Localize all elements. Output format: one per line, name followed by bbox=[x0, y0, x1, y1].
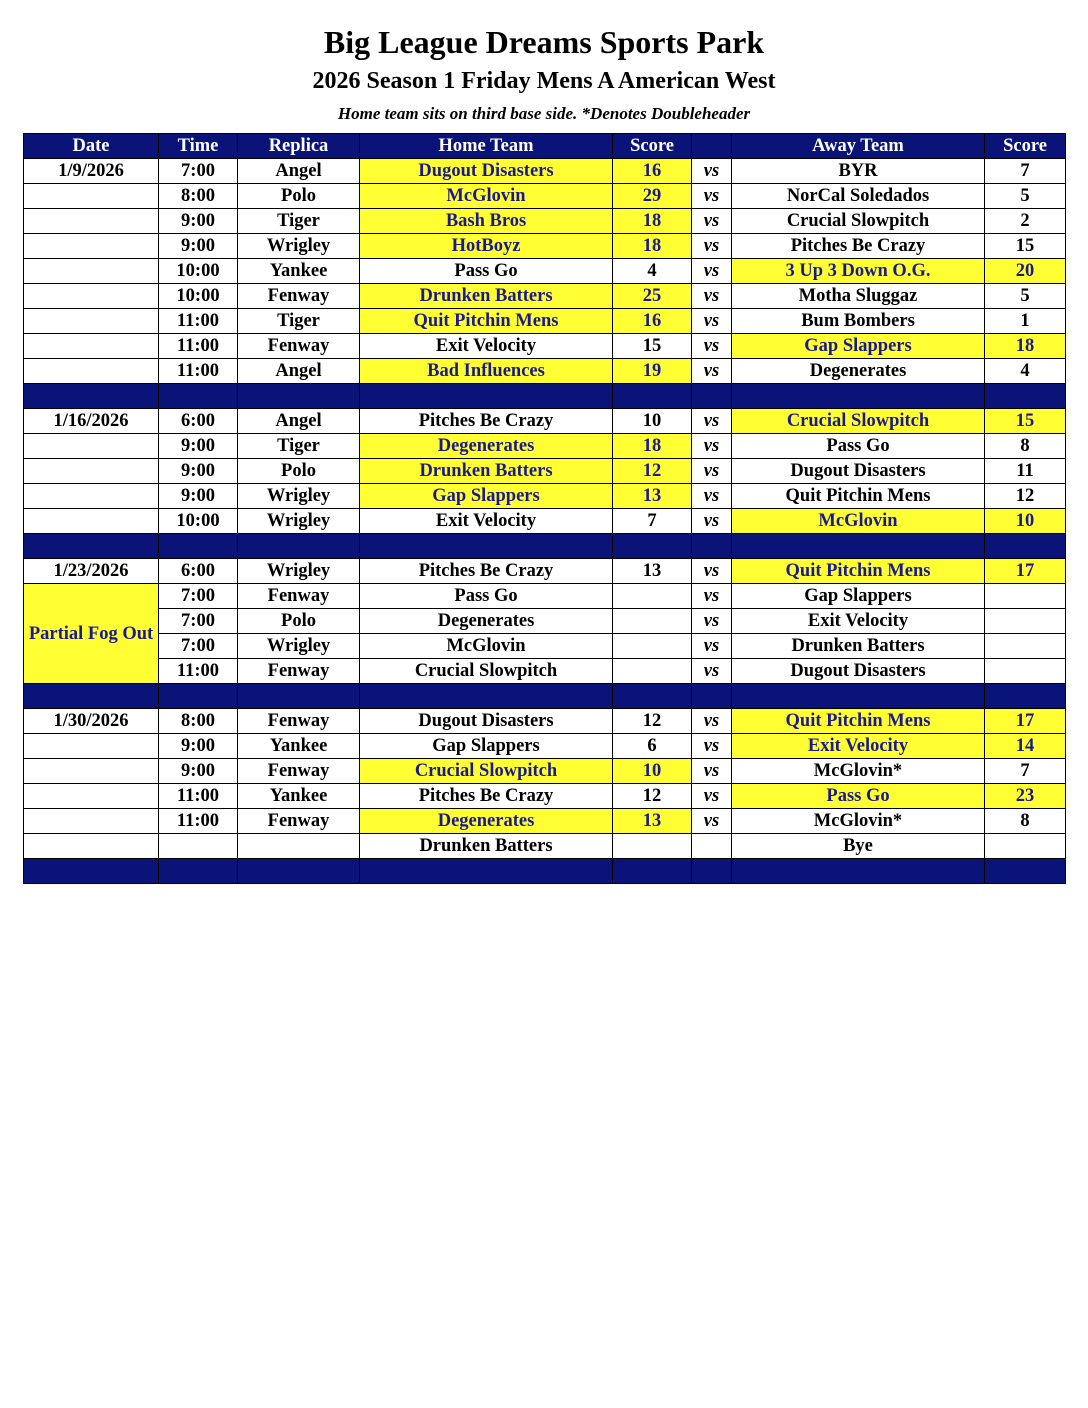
separator-cell bbox=[159, 384, 238, 409]
game-replica: Yankee bbox=[238, 784, 360, 809]
game-row bbox=[24, 484, 1066, 509]
game-replica: Fenway bbox=[238, 709, 360, 734]
vs-label: vs bbox=[692, 259, 732, 284]
separator-cell bbox=[360, 534, 613, 559]
game-time: 9:00 bbox=[159, 234, 238, 259]
game-row bbox=[24, 209, 1066, 234]
game-date-empty bbox=[24, 509, 159, 534]
away-score: 15 bbox=[985, 234, 1066, 259]
separator-cell bbox=[360, 384, 613, 409]
away-team: Degenerates bbox=[732, 359, 985, 384]
game-row bbox=[24, 609, 1066, 634]
col-header-replica: Replica bbox=[238, 134, 360, 159]
home-score: 12 bbox=[613, 709, 692, 734]
game-time: 7:00 bbox=[159, 634, 238, 659]
home-score bbox=[613, 834, 692, 859]
home-team: Gap Slappers bbox=[360, 484, 613, 509]
home-score bbox=[613, 659, 692, 684]
away-team: Drunken Batters bbox=[732, 634, 985, 659]
separator-cell bbox=[24, 384, 159, 409]
game-time: 11:00 bbox=[159, 659, 238, 684]
vs-label: vs bbox=[692, 809, 732, 834]
separator-cell bbox=[238, 684, 360, 709]
col-header-home-score: Score bbox=[613, 134, 692, 159]
game-date-empty bbox=[24, 334, 159, 359]
vs-label: vs bbox=[692, 284, 732, 309]
separator-cell bbox=[692, 534, 732, 559]
col-header-time: Time bbox=[159, 134, 238, 159]
away-score bbox=[985, 609, 1066, 634]
game-time: 6:00 bbox=[159, 559, 238, 584]
away-team: Pass Go bbox=[732, 434, 985, 459]
game-time: 8:00 bbox=[159, 184, 238, 209]
game-time bbox=[159, 834, 238, 859]
col-header-vs bbox=[692, 134, 732, 159]
game-time: 7:00 bbox=[159, 584, 238, 609]
home-team: Degenerates bbox=[360, 809, 613, 834]
game-row bbox=[24, 184, 1066, 209]
vs-label: vs bbox=[692, 709, 732, 734]
away-score: 2 bbox=[985, 209, 1066, 234]
vs-label bbox=[692, 834, 732, 859]
game-time: 9:00 bbox=[159, 434, 238, 459]
home-score: 4 bbox=[613, 259, 692, 284]
game-row bbox=[24, 459, 1066, 484]
vs-label: vs bbox=[692, 209, 732, 234]
separator-cell bbox=[732, 534, 985, 559]
home-score: 18 bbox=[613, 434, 692, 459]
game-replica: Wrigley bbox=[238, 634, 360, 659]
page-subtitle: 2026 Season 1 Friday Mens A American West bbox=[312, 68, 776, 94]
home-team: Drunken Batters bbox=[360, 284, 613, 309]
away-team: Crucial Slowpitch bbox=[732, 209, 985, 234]
separator-cell bbox=[238, 534, 360, 559]
game-time: 11:00 bbox=[159, 359, 238, 384]
game-row bbox=[24, 784, 1066, 809]
home-team: Exit Velocity bbox=[360, 509, 613, 534]
home-team: Bad Influences bbox=[360, 359, 613, 384]
game-time: 10:00 bbox=[159, 259, 238, 284]
week-separator-row bbox=[24, 684, 1066, 709]
game-row bbox=[24, 359, 1066, 384]
separator-cell bbox=[732, 859, 985, 884]
vs-label: vs bbox=[692, 659, 732, 684]
separator-cell bbox=[159, 684, 238, 709]
separator-cell bbox=[24, 859, 159, 884]
home-team: Exit Velocity bbox=[360, 334, 613, 359]
home-score bbox=[613, 634, 692, 659]
away-team: Exit Velocity bbox=[732, 609, 985, 634]
game-time: 10:00 bbox=[159, 284, 238, 309]
separator-cell bbox=[159, 534, 238, 559]
game-time: 11:00 bbox=[159, 334, 238, 359]
away-team: Motha Sluggaz bbox=[732, 284, 985, 309]
game-date-empty bbox=[24, 759, 159, 784]
away-score: 23 bbox=[985, 784, 1066, 809]
separator-cell bbox=[24, 684, 159, 709]
game-time: 9:00 bbox=[159, 209, 238, 234]
game-date-empty bbox=[24, 209, 159, 234]
away-score: 17 bbox=[985, 559, 1066, 584]
vs-label: vs bbox=[692, 559, 732, 584]
away-team: McGlovin* bbox=[732, 759, 985, 784]
home-team: Crucial Slowpitch bbox=[360, 759, 613, 784]
home-team: Pass Go bbox=[360, 259, 613, 284]
vs-label: vs bbox=[692, 159, 732, 184]
home-team: Dugout Disasters bbox=[360, 709, 613, 734]
game-row bbox=[24, 809, 1066, 834]
separator-cell bbox=[985, 384, 1066, 409]
page-title: Big League Dreams Sports Park bbox=[323, 24, 765, 60]
separator-cell bbox=[613, 859, 692, 884]
game-row bbox=[24, 509, 1066, 534]
home-score: 16 bbox=[613, 309, 692, 334]
game-replica: Angel bbox=[238, 359, 360, 384]
game-row bbox=[24, 734, 1066, 759]
away-score: 8 bbox=[985, 434, 1066, 459]
vs-label: vs bbox=[692, 234, 732, 259]
game-time: 9:00 bbox=[159, 759, 238, 784]
separator-cell bbox=[985, 859, 1066, 884]
game-replica: Fenway bbox=[238, 284, 360, 309]
away-team: Crucial Slowpitch bbox=[732, 409, 985, 434]
game-date: 1/9/2026 bbox=[24, 159, 159, 184]
game-date-empty bbox=[24, 784, 159, 809]
home-score bbox=[613, 584, 692, 609]
game-replica bbox=[238, 834, 360, 859]
away-team: Dugout Disasters bbox=[732, 459, 985, 484]
game-replica: Fenway bbox=[238, 584, 360, 609]
away-team: NorCal Soledados bbox=[732, 184, 985, 209]
home-team: McGlovin bbox=[360, 634, 613, 659]
separator-cell bbox=[613, 384, 692, 409]
col-header-date: Date bbox=[24, 134, 159, 159]
game-date-empty bbox=[24, 184, 159, 209]
away-team: Pass Go bbox=[732, 784, 985, 809]
game-row bbox=[24, 759, 1066, 784]
game-date-empty bbox=[24, 484, 159, 509]
home-score: 6 bbox=[613, 734, 692, 759]
game-row bbox=[24, 259, 1066, 284]
separator-cell bbox=[613, 534, 692, 559]
game-row bbox=[24, 584, 1066, 609]
col-header-away-score: Score bbox=[985, 134, 1066, 159]
game-row bbox=[24, 409, 1066, 434]
game-replica: Wrigley bbox=[238, 509, 360, 534]
away-score: 1 bbox=[985, 309, 1066, 334]
home-score: 25 bbox=[613, 284, 692, 309]
separator-cell bbox=[732, 384, 985, 409]
game-row bbox=[24, 634, 1066, 659]
game-replica: Fenway bbox=[238, 809, 360, 834]
game-date-empty bbox=[24, 434, 159, 459]
vs-label: vs bbox=[692, 334, 732, 359]
game-replica: Polo bbox=[238, 609, 360, 634]
home-score: 16 bbox=[613, 159, 692, 184]
separator-cell bbox=[692, 684, 732, 709]
week-separator-row bbox=[24, 534, 1066, 559]
away-score: 12 bbox=[985, 484, 1066, 509]
home-team: Drunken Batters bbox=[360, 834, 613, 859]
away-score: 20 bbox=[985, 259, 1066, 284]
game-replica: Wrigley bbox=[238, 484, 360, 509]
game-replica: Tiger bbox=[238, 434, 360, 459]
home-team: Pitches Be Crazy bbox=[360, 409, 613, 434]
game-row bbox=[24, 159, 1066, 184]
away-team: Dugout Disasters bbox=[732, 659, 985, 684]
away-team: BYR bbox=[732, 159, 985, 184]
home-team: Quit Pitchin Mens bbox=[360, 309, 613, 334]
game-row bbox=[24, 834, 1066, 859]
away-score bbox=[985, 834, 1066, 859]
away-team: Quit Pitchin Mens bbox=[732, 709, 985, 734]
game-replica: Yankee bbox=[238, 734, 360, 759]
home-team: Crucial Slowpitch bbox=[360, 659, 613, 684]
vs-label: vs bbox=[692, 484, 732, 509]
away-team: McGlovin bbox=[732, 509, 985, 534]
week-separator-row bbox=[24, 384, 1066, 409]
game-date-empty bbox=[24, 459, 159, 484]
away-team: 3 Up 3 Down O.G. bbox=[732, 259, 985, 284]
game-time: 7:00 bbox=[159, 609, 238, 634]
home-team: Drunken Batters bbox=[360, 459, 613, 484]
away-score bbox=[985, 659, 1066, 684]
game-row bbox=[24, 434, 1066, 459]
game-replica: Angel bbox=[238, 159, 360, 184]
game-time: 10:00 bbox=[159, 509, 238, 534]
home-score: 10 bbox=[613, 409, 692, 434]
vs-label: vs bbox=[692, 184, 732, 209]
game-replica: Fenway bbox=[238, 759, 360, 784]
game-time: 11:00 bbox=[159, 309, 238, 334]
separator-cell bbox=[985, 534, 1066, 559]
game-date-empty bbox=[24, 259, 159, 284]
vs-label: vs bbox=[692, 584, 732, 609]
game-time: 6:00 bbox=[159, 409, 238, 434]
home-score: 7 bbox=[613, 509, 692, 534]
vs-label: vs bbox=[692, 459, 732, 484]
game-date-empty bbox=[24, 234, 159, 259]
game-row bbox=[24, 334, 1066, 359]
home-score: 12 bbox=[613, 459, 692, 484]
away-score: 17 bbox=[985, 709, 1066, 734]
game-time: 11:00 bbox=[159, 784, 238, 809]
game-row bbox=[24, 659, 1066, 684]
home-score: 18 bbox=[613, 209, 692, 234]
game-row bbox=[24, 559, 1066, 584]
game-time: 9:00 bbox=[159, 734, 238, 759]
home-team: HotBoyz bbox=[360, 234, 613, 259]
home-team: Pass Go bbox=[360, 584, 613, 609]
away-score: 11 bbox=[985, 459, 1066, 484]
schedule-table bbox=[23, 133, 1066, 884]
game-date: 1/23/2026 bbox=[24, 559, 159, 584]
vs-label: vs bbox=[692, 434, 732, 459]
vs-label: vs bbox=[692, 309, 732, 334]
away-score bbox=[985, 584, 1066, 609]
home-score: 15 bbox=[613, 334, 692, 359]
game-date-empty bbox=[24, 284, 159, 309]
game-date-empty bbox=[24, 309, 159, 334]
game-date-empty bbox=[24, 734, 159, 759]
separator-cell bbox=[732, 684, 985, 709]
home-score: 18 bbox=[613, 234, 692, 259]
date-note: Partial Fog Out bbox=[24, 584, 159, 684]
separator-cell bbox=[238, 859, 360, 884]
away-team: Quit Pitchin Mens bbox=[732, 484, 985, 509]
game-replica: Angel bbox=[238, 409, 360, 434]
game-time: 9:00 bbox=[159, 484, 238, 509]
home-score: 13 bbox=[613, 809, 692, 834]
away-score bbox=[985, 634, 1066, 659]
home-score: 12 bbox=[613, 784, 692, 809]
away-score: 4 bbox=[985, 359, 1066, 384]
game-date-empty bbox=[24, 834, 159, 859]
col-header-away-team: Away Team bbox=[732, 134, 985, 159]
home-score bbox=[613, 609, 692, 634]
away-team: Bye bbox=[732, 834, 985, 859]
home-score: 29 bbox=[613, 184, 692, 209]
game-replica: Polo bbox=[238, 184, 360, 209]
vs-label: vs bbox=[692, 509, 732, 534]
schedule-body bbox=[24, 159, 1066, 884]
col-header-home-team: Home Team bbox=[360, 134, 613, 159]
game-row bbox=[24, 309, 1066, 334]
game-row bbox=[24, 284, 1066, 309]
vs-label: vs bbox=[692, 784, 732, 809]
game-row bbox=[24, 709, 1066, 734]
game-replica: Wrigley bbox=[238, 559, 360, 584]
game-date: 1/16/2026 bbox=[24, 409, 159, 434]
vs-label: vs bbox=[692, 609, 732, 634]
away-score: 7 bbox=[985, 159, 1066, 184]
game-time: 7:00 bbox=[159, 159, 238, 184]
game-replica: Fenway bbox=[238, 659, 360, 684]
away-team: McGlovin* bbox=[732, 809, 985, 834]
schedule-note: Home team sits on third base side. *Denotes Doubleheader bbox=[337, 104, 751, 123]
home-team: Gap Slappers bbox=[360, 734, 613, 759]
away-score: 7 bbox=[985, 759, 1066, 784]
game-replica: Yankee bbox=[238, 259, 360, 284]
home-team: Degenerates bbox=[360, 609, 613, 634]
game-replica: Wrigley bbox=[238, 234, 360, 259]
home-team: Pitches Be Crazy bbox=[360, 784, 613, 809]
separator-cell bbox=[613, 684, 692, 709]
game-replica: Polo bbox=[238, 459, 360, 484]
header-row bbox=[24, 134, 1066, 159]
away-team: Gap Slappers bbox=[732, 334, 985, 359]
home-team: Dugout Disasters bbox=[360, 159, 613, 184]
game-replica: Tiger bbox=[238, 309, 360, 334]
vs-label: vs bbox=[692, 634, 732, 659]
away-score: 15 bbox=[985, 409, 1066, 434]
home-team: McGlovin bbox=[360, 184, 613, 209]
separator-cell bbox=[692, 859, 732, 884]
away-team: Quit Pitchin Mens bbox=[732, 559, 985, 584]
separator-cell bbox=[238, 384, 360, 409]
week-separator-row bbox=[24, 859, 1066, 884]
game-date-empty bbox=[24, 359, 159, 384]
away-team: Exit Velocity bbox=[732, 734, 985, 759]
away-score: 14 bbox=[985, 734, 1066, 759]
home-score: 10 bbox=[613, 759, 692, 784]
separator-cell bbox=[985, 684, 1066, 709]
home-team: Degenerates bbox=[360, 434, 613, 459]
home-team: Bash Bros bbox=[360, 209, 613, 234]
home-team: Pitches Be Crazy bbox=[360, 559, 613, 584]
home-score: 13 bbox=[613, 484, 692, 509]
away-score: 8 bbox=[985, 809, 1066, 834]
separator-cell bbox=[159, 859, 238, 884]
away-score: 5 bbox=[985, 184, 1066, 209]
vs-label: vs bbox=[692, 759, 732, 784]
away-team: Pitches Be Crazy bbox=[732, 234, 985, 259]
away-score: 5 bbox=[985, 284, 1066, 309]
vs-label: vs bbox=[692, 409, 732, 434]
away-team: Bum Bombers bbox=[732, 309, 985, 334]
separator-cell bbox=[360, 859, 613, 884]
game-row bbox=[24, 234, 1066, 259]
separator-cell bbox=[360, 684, 613, 709]
home-score: 13 bbox=[613, 559, 692, 584]
away-team: Gap Slappers bbox=[732, 584, 985, 609]
game-date: 1/30/2026 bbox=[24, 709, 159, 734]
game-time: 11:00 bbox=[159, 809, 238, 834]
vs-label: vs bbox=[692, 359, 732, 384]
game-time: 9:00 bbox=[159, 459, 238, 484]
separator-cell bbox=[24, 534, 159, 559]
separator-cell bbox=[692, 384, 732, 409]
game-replica: Tiger bbox=[238, 209, 360, 234]
game-date-empty bbox=[24, 809, 159, 834]
away-score: 10 bbox=[985, 509, 1066, 534]
game-replica: Fenway bbox=[238, 334, 360, 359]
game-time: 8:00 bbox=[159, 709, 238, 734]
away-score: 18 bbox=[985, 334, 1066, 359]
home-score: 19 bbox=[613, 359, 692, 384]
vs-label: vs bbox=[692, 734, 732, 759]
